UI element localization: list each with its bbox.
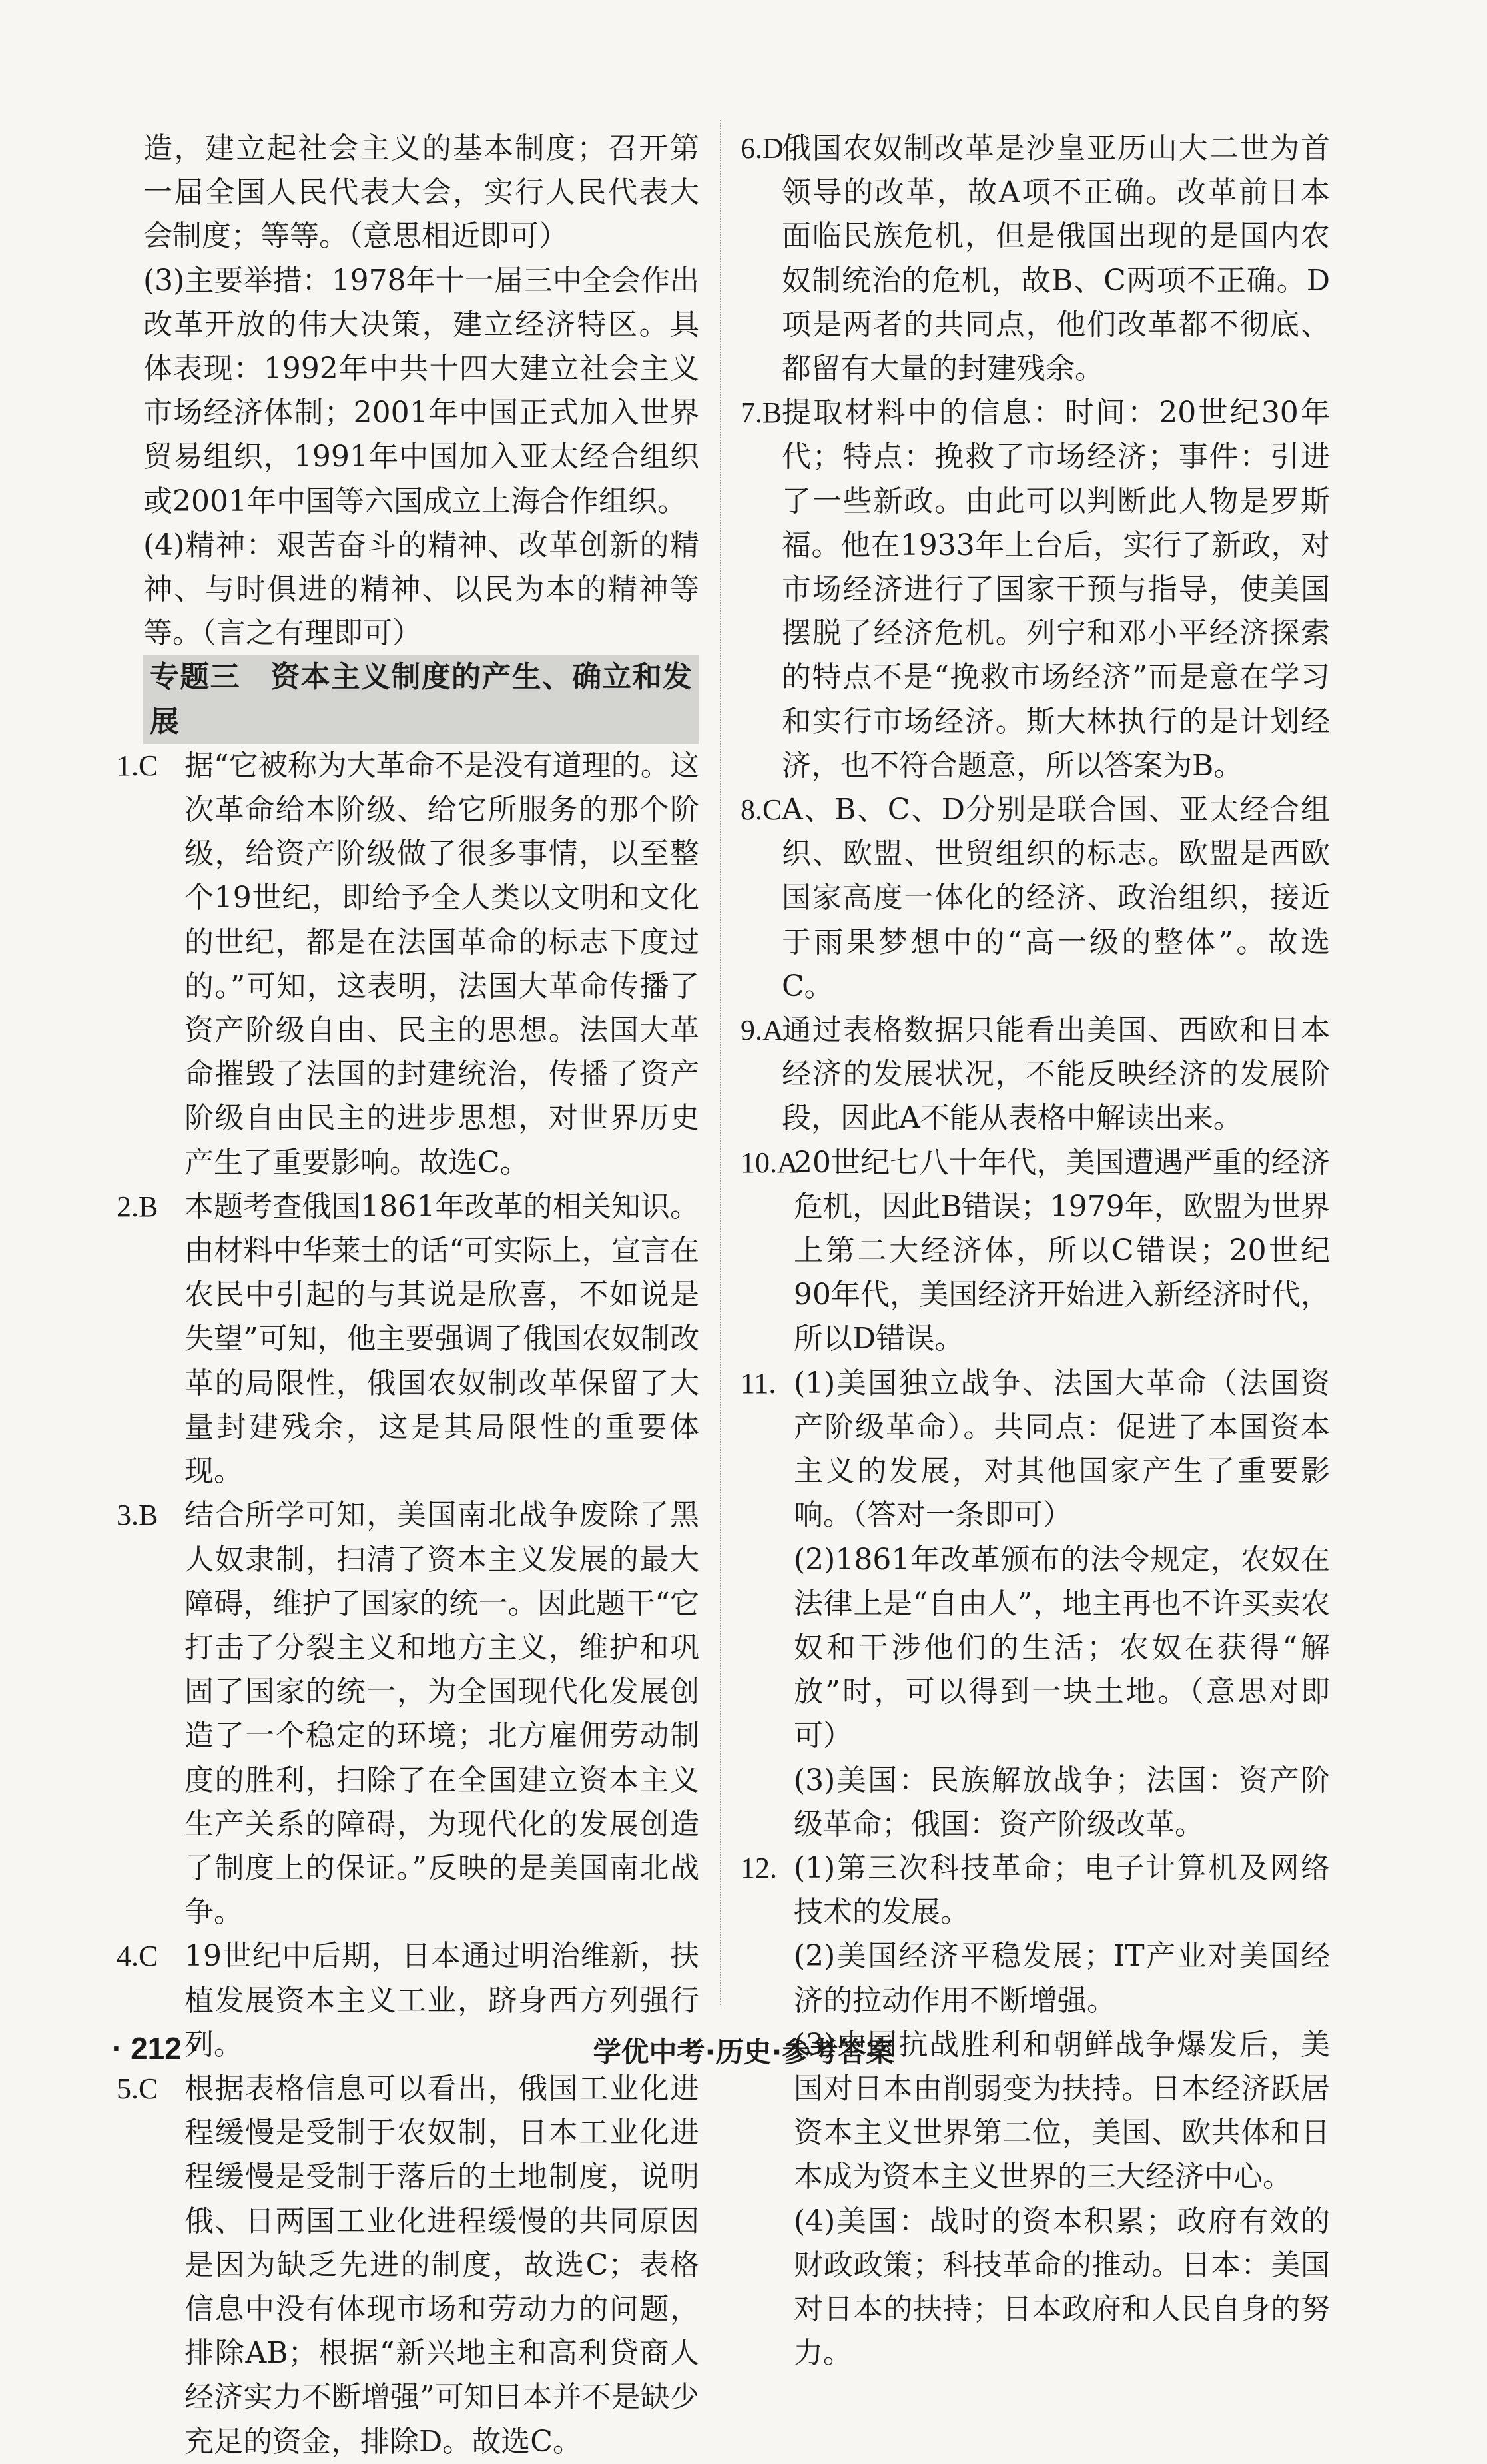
answer-text: 19世纪中后期，日本通过明治维新，扶植发展资本主义工业，跻身西方列强行列。 [184, 1939, 699, 2062]
answer-item [741, 1847, 1330, 2375]
answer-number: 5.C [117, 2072, 158, 2105]
answer-number: 8.C [741, 793, 782, 827]
answer-item [117, 2067, 699, 2464]
answer-item [741, 1009, 1330, 1141]
answer-text: 根据表格信息可以看出，俄国工业化进程缓慢是受制于农奴制，日本工业化进程缓慢是受制于落后的土地制度，说明俄、日两国工业化进程缓慢的共同原因是因为缺乏先进的制度，故选C；表格信息中没有体现市场和劳动力的问题，排除AB；根据“新兴地主和高利贷商人经济实力不断增强”可知日本并不是缺少充足的资金，排除D。故选C。 [184, 2071, 699, 2459]
answer-item [117, 744, 699, 1185]
continuation-para: (4)精神：艰苦奋斗的精神、改革创新的精神、与时俱进的精神、以民为本的精神等等。（言之有理即可） [143, 528, 699, 651]
answer-subpart: (3)中国抗战胜利和朝鲜战争爆发后，美国对日本由削弱变为扶持。日本经济跃居资本主义世界第二位，美国、欧共体和日本成为资本主义世界的三大经济中心。 [794, 2027, 1330, 2194]
answer-number: 6.D [741, 132, 784, 165]
left-column [117, 127, 699, 2464]
answer-number: 10.A [741, 1146, 798, 1179]
answer-subpart: (3)美国：民族解放战争；法国：资产阶级革命；俄国：资产阶级改革。 [794, 1763, 1330, 1841]
answer-number: 4.C [117, 1940, 158, 1973]
answer-number: 9.A [741, 1014, 784, 1047]
answer-number: 3.B [117, 1499, 158, 1532]
answer-item [741, 1362, 1330, 1847]
answer-item [741, 788, 1330, 1009]
continuation-text [143, 127, 699, 655]
column-divider [720, 120, 721, 2005]
answer-item [741, 127, 1330, 391]
answer-number: 7.B [741, 396, 782, 430]
answer-subpart: (2)美国经济平稳发展；IT产业对美国经济的拉动作用不断增强。 [794, 1939, 1330, 2018]
answer-number: 2.B [117, 1190, 158, 1223]
answer-text: 提取材料中的信息：时间：20世纪30年代；特点：挽救了市场经济；事件：引进了一些新政。由此可以判断此人物是罗斯福。他在1933年上台后，实行了新政，对市场经济进行了国家干预与指导，使美国摆脱了经济危机。列宁和邓小平经济探索的特点不是“挽救市场经济”而是意在学习和实行市场经济。斯大林执行的是计划经济，也不符合题意，所以答案为B。 [782, 396, 1330, 783]
answer-item [117, 1493, 699, 1934]
answer-item [741, 391, 1330, 788]
answer-subpart: (1)第三次科技革命；电子计算机及网络技术的发展。 [794, 1850, 1330, 1930]
continuation-para: (3)主要举措：1978年十一届三中全会作出改革开放的伟大决策，建立经济特区。具体表现：1992年中共十四大建立社会主义市场经济体制；2001年中国正式加入世界贸易组织，1991年中国加入亚太经合组织或2001年中国等六国成立上海合作组织。 [143, 263, 699, 518]
answer-text: A、B、C、D分别是联合国、亚太经合组织、欧盟、世贸组织的标志。欧盟是西欧国家高度一体化的经济、政治组织，接近于雨果梦想中的“高一级的整体”。故选C。 [782, 793, 1330, 1003]
answer-text: 通过表格数据只能看出美国、西欧和日本经济的发展状况，不能反映经济的发展阶段，因此A不能从表格中解读出来。 [782, 1013, 1330, 1136]
answer-subpart: (2)1861年改革颁布的法令规定，农奴在法律上是“自由人”，地主再也不许买卖农奴和干涉他们的生活；农奴在获得“解放”时，可以得到一块土地。（意思对即可） [794, 1542, 1330, 1753]
answer-subpart: (1)美国独立战争、法国大革命（法国资产阶级革命）。共同点：促进了本国资本主义的发展，对其他国家产生了重要影响。（答对一条即可） [794, 1366, 1330, 1533]
answer-text: 结合所学可知，美国南北战争废除了黑人奴隶制，扫清了资本主义发展的最大障碍，维护了国家的统一。因此题干“它打击了分裂主义和地方主义，维护和巩固了国家的统一，为全国现代化发展创造了一个稳定的环境；北方雇佣劳动制度的胜利，扫除了在全国建立资本主义生产关系的障碍，为现代化的发展创造了制度上的保证。”反映的是美国南北战争。 [184, 1498, 699, 1930]
page-number: · 212 · [112, 2031, 200, 2066]
continuation-para: 造，建立起社会主义的基本制度；召开第一届全国人民代表大会，实行人民代表大会制度；等等。（意思相近即可） [143, 131, 699, 254]
answer-subpart: (4)美国：战时的资本积累；政府有效的财政政策；科技革命的推动。日本：美国对日本的扶持；日本政府和人民自身的努力。 [794, 2204, 1330, 2371]
answer-number: 1.C [117, 749, 158, 782]
answer-text: 20世纪七八十年代，美国遭遇严重的经济危机，因此B错误；1979年，欧盟为世界上第二大经济体，所以C错误；20世纪90年代，美国经济开始进入新经济时代，所以D错误。 [794, 1145, 1330, 1356]
footer-title: 学优中考·历史·参考答案 [593, 2036, 894, 2068]
answer-text: 据“它被称为大革命不是没有道理的。这次革命给本阶级、给它所服务的那个阶级，给资产阶级做了很多事情，以至整个19世纪，即给予全人类以文明和文化的世纪，都是在法国革命的标志下度过的。”可知，这表明，法国大革命传播了资产阶级自由、民主的思想。法国大革命摧毁了法国的封建统治，传播了资产阶级自由民主的进步思想，对世界历史产生了重要影响。故选C。 [184, 748, 699, 1180]
section-title: 专题三 资本主义制度的产生、确立和发展 [143, 655, 699, 743]
answer-number: 11. [741, 1366, 776, 1400]
answer-number: 12. [741, 1851, 777, 1884]
answer-item [741, 1141, 1330, 1362]
answer-text: 本题考查俄国1861年改革的相关知识。由材料中华莱士的话“可实际上，宣言在农民中引起的与其说是欣喜，不如说是失望”可知，他主要强调了俄国农奴制改革的局限性，俄国农奴制改革保留了大量封建残余，这是其局限性的重要体现。 [184, 1189, 699, 1489]
answer-text: 俄国农奴制改革是沙皇亚历山大二世为首领导的改革，故A项不正确。改革前日本面临民族危机，但是俄国出现的是国内农奴制统治的危机，故B、C两项不正确。D项是两者的共同点，他们改革都不彻底、都留有大量的封建残余。 [782, 131, 1330, 386]
answer-item [117, 1185, 699, 1493]
